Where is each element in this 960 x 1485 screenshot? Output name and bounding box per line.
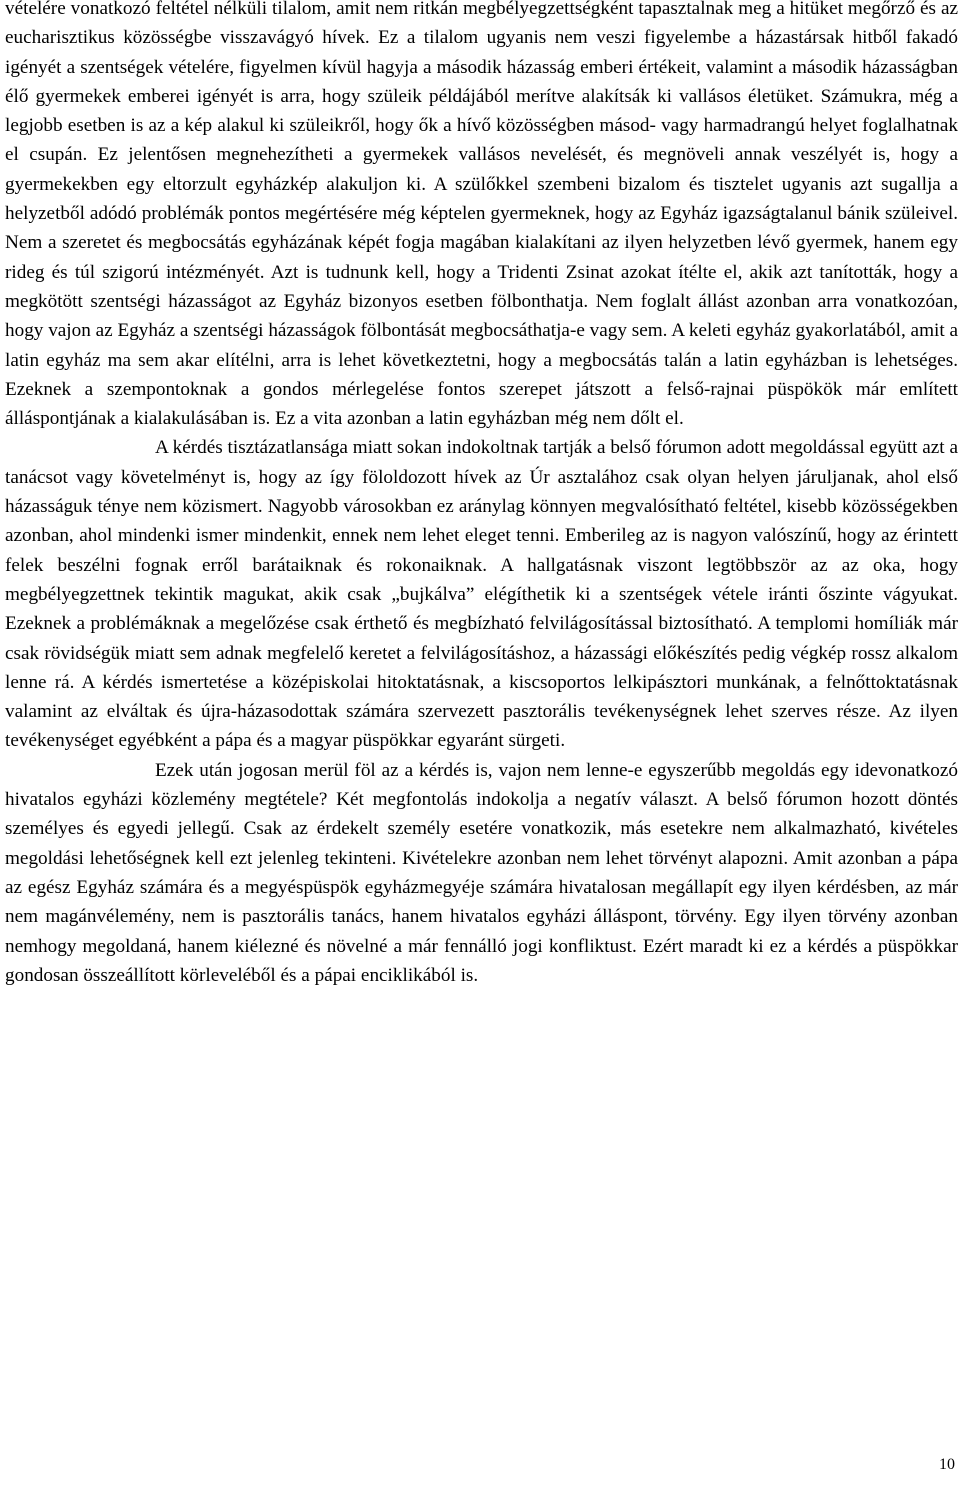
paragraph-2: A kérdés tisztázatlansága miatt sokan indokoltnak tartják a belső fórumon adott megoldással együtt azt a tanácsot vagy követelményt is, hogy az így föloldozott hívek az Úr asztalához csak olyan helyen járuljanak, ahol első házasságuk ténye nem közismert. Nagyobb városokban ez aránylag könnyen megvalósítható feltétel, kisebb közösségekben azonban, ahol mindenki ismer mindenkit, ennek nem lehet eleget tenni. Emberileg az is nagyon valószínű, hogy az érintett felek beszélni fognak erről barátaiknak és rokonaiknak. A hallgatásnak viszont legtöbbször az az oka, hogy megbélyegzettnek tekintik magukat, akik csak „bujkálva” elégíthetik ki a szentségek vétele iránti őszinte vágyukat. Ezeknek a problémáknak a megelőzése csak érthető és megbízható felvilágosítással biztosítható. A templomi homíliák már csak rövidségük miatt sem adnak megfelelő keretet a felvilágosításhoz, a házassági előkészítés pedig végkép rossz alkalom lenne rá. A kérdés ismertetése a középiskolai hitoktatásnak, a kiscsoportos lelkipásztori munkának, a felnőttoktatásnak valamint az elváltak és újra-házasodottak számára szervezett pasztorális tevékenységnek lehet szerves része. Az ilyen tevékenységet egyébként a pápa és a magyar püspökkar egyaránt sürgeti. [5, 437, 958, 752]
page-number: 10 [939, 1456, 955, 1473]
document-body [5, 0, 958, 990]
paragraph-3: Ezek után jogosan merül föl az a kérdés is, vajon nem lenne-e egyszerűbb megoldás egy idevonatkozó hivatalos egyházi közlemény megtétele? Két megfontolás indokolja a negatív választ. A belső fórumon hozott döntés személyes és egyedi jellegű. Csak az érdekelt személy esetére vonatkozik, más esetekre nem alkalmazható, kivételes megoldási lehetőségnek kell ezt jelenleg tekinteni. Kivételekre azonban nem lehet törvényt alapozni. Amit azonban a pápa az egész Egyház számára és a megyéspüspök egyházmegyéje számára hivatalosan megállapít egy ilyen kérdésben, az már nem magánvélemény, nem is pasztorális tanács, hanem hivatalos egyházi álláspont, törvény. Egy ilyen törvény azonban nemhogy megoldaná, hanem kiélezné és növelné a már fennálló jogi konfliktust. Ezért maradt ki ez a kérdés a püspökkar gondosan összeállított körleveléből és a pápai enciklikából is. [5, 759, 958, 986]
paragraph-1: vételére vonatkozó feltétel nélküli tilalom, amit nem ritkán megbélyegzettségként tapasztalnak meg a hitüket megőrző és az eucharisztikus közösségbe visszavágyó hívek. Ez a tilalom ugyanis nem veszi figyelembe a házastársak hitből fakadó igényét a szentségek vételére, figyelmen kívül hagyja a második házasság emberi értékeit, valamint a második házasságban élő gyermekek emberei igényét is arra, hogy szüleik példájából merítve alakítsák ki vallásos életüket. Számukra, még a legjobb esetben is az a kép alakul ki szüleikről, hogy ők a hívő közösségben másod- vagy harmadrangú helyet foglalhatnak el csupán. Ez jelentősen megnehezítheti a gyermekek vallásos nevelését, és megnöveli annak veszélyét is, hogy a gyermekekben egy eltorzult egyházkép alakuljon ki. A szülőkkel szembeni bizalom és tisztelet ugyanis azt sugallja a helyzetből adódó problémák pontos megértésére még képtelen gyermeknek, hogy az Egyház igazságtalanul bánik szüleivel. Nem a szeretet és megbocsátás egyházának képét fogja magában kialakítani az ilyen helyzetben lévő gyermek, hanem egy rideg és túl szigorú intézményét. Azt is tudnunk kell, hogy a Tridenti Zsinat azokat ítélte el, akik azt tanították, hogy a megkötött szentségi házasságot az Egyház bizonyos esetben fölbonthatja. Nem foglalt állást azonban arra vonatkozóan, hogy vajon az Egyház a szentségi házasságok fölbontását megbocsáthatja-e vagy sem. A keleti egyház gyakorlatából, amit a latin egyház ma sem akar elítélni, arra is lehet következtetni, hogy a megbocsátás talán a latin egyházban is lehetséges. Ezeknek a szempontoknak a gondos mérlegelése fontos szerepet játszott a felső-rajnai püspökök már említett álláspontjának a kialakulásában is. Ez a vita azonban a latin egyházban még nem dőlt el. [5, 0, 958, 430]
